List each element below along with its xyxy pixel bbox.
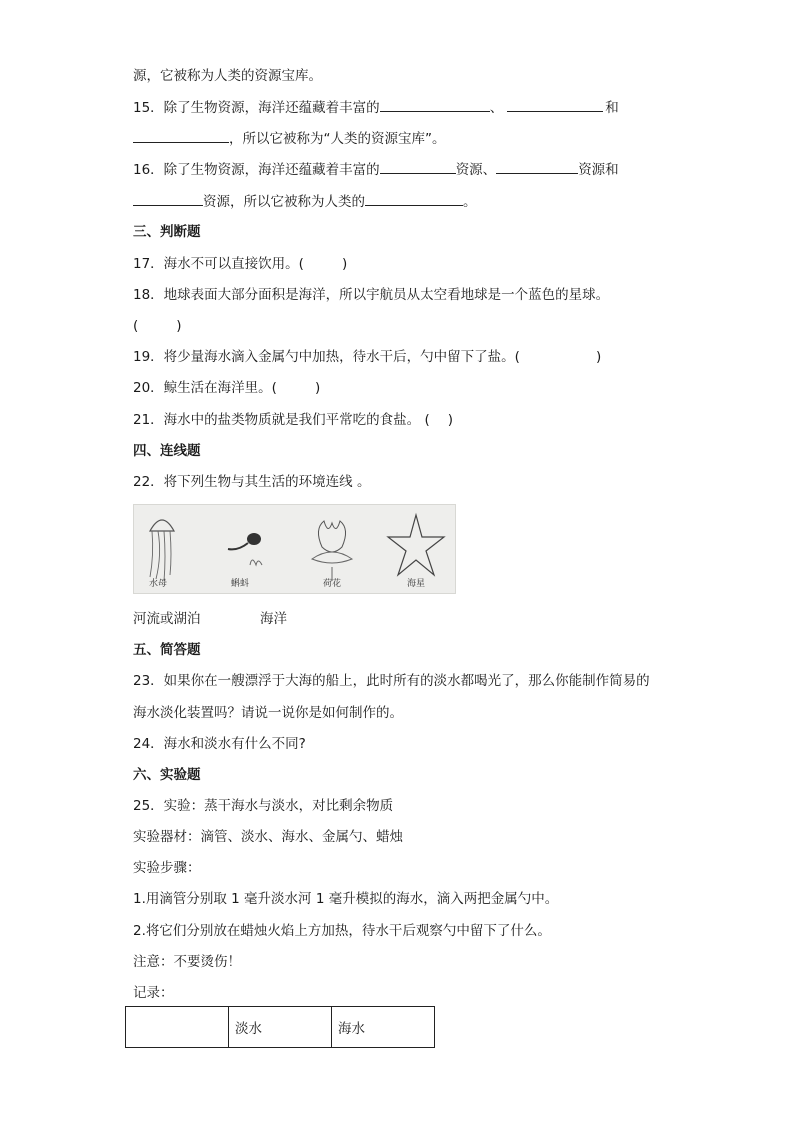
organisms-figure [133, 504, 456, 594]
question-text: 17．海水不可以直接饮用。( [133, 256, 304, 272]
blank-field[interactable] [133, 128, 229, 143]
paren-close: ) [314, 380, 321, 396]
question-18: 18．地球表面大部分面积是海洋，所以宇航员从太空看地球是一个蓝色的星球。 [133, 287, 610, 303]
starfish-item[interactable] [376, 505, 456, 595]
experiment-steps-label: 实验步骤： [133, 860, 201, 876]
figure-label: 荷花 [322, 579, 341, 589]
question-17 [133, 254, 347, 274]
paren-close: ) [595, 349, 602, 365]
paren-close: ) [176, 318, 182, 334]
experiment-step-1: 1.用滴管分别取 1 毫升淡水河 1 毫升模拟的海水，滴入两把金属勺中。 [133, 891, 559, 907]
question-25: 25．实验：蒸干海水与淡水，对比剩余物质 [133, 798, 394, 814]
record-label: 记录： [133, 985, 174, 1001]
question-18-answer [133, 316, 182, 336]
table-header-cell [126, 1007, 229, 1048]
question-text: 21．海水中的盐类物质就是我们平常吃的食盐。 ( [133, 412, 430, 428]
section-heading-3: 三、判断题 [133, 224, 201, 240]
question-text: 16．除了生物资源，海洋还蕴藏着丰富的 [133, 162, 380, 178]
question-text: 和 [605, 100, 619, 116]
question-text: 15．除了生物资源，海洋还蕴藏着丰富的 [133, 100, 380, 116]
question-text: 20．鲸生活在海洋里。( [133, 380, 277, 396]
question-text: 。 [463, 194, 477, 210]
section-heading-6: 六、实验题 [133, 767, 201, 783]
paren-close: ) [447, 412, 454, 428]
question-text: 资源和 [578, 162, 619, 178]
paren-open: ( [133, 318, 139, 334]
question-16-line2 [133, 191, 477, 212]
question-text: 、 [489, 100, 504, 116]
blank-field[interactable] [365, 191, 463, 206]
question-text: 19．将少量海水滴入金属勺中加热，待水干后，勺中留下了盐。( [133, 349, 520, 365]
question-22: 22．将下列生物与其生活的环境连线 。 [133, 474, 371, 490]
experiment-note: 注意：不要烫伤！ [133, 954, 241, 970]
table-header-cell: 淡水 [229, 1007, 332, 1048]
question-text: 资源，所以它被称为人类的 [203, 194, 365, 210]
text-line: 源，它被称为人类的资源宝库。 [133, 68, 322, 84]
table-row [126, 1007, 435, 1048]
lotus-item[interactable] [292, 505, 372, 595]
figure-label: 海星 [406, 579, 425, 589]
table-header-cell: 海水 [332, 1007, 435, 1048]
environment-option-ocean[interactable]: 海洋 [260, 611, 287, 627]
blank-field[interactable] [380, 159, 456, 174]
blank-field[interactable] [380, 97, 490, 112]
figure-label: 蝌蚪 [230, 579, 249, 589]
question-15-line2 [133, 128, 446, 149]
question-23-line1: 23．如果你在一艘漂浮于大海的船上，此时所有的淡水都喝光了，那么你能制作简易的 [133, 673, 650, 689]
record-table [125, 1006, 435, 1048]
question-24: 24．海水和淡水有什么不同? [133, 736, 306, 752]
blank-field[interactable] [496, 159, 578, 174]
section-heading-5: 五、简答题 [133, 642, 201, 658]
question-23-line2: 海水淡化装置吗？请说一说你是如何制作的。 [133, 705, 403, 721]
experiment-materials: 实验器材：滴管、淡水、海水、金属勺、蜡烛 [133, 829, 403, 845]
question-19 [133, 347, 601, 367]
experiment-step-2: 2.将它们分别放在蜡烛火焰上方加热，待水干后观察勺中留下了什么。 [133, 923, 551, 939]
question-15-line1 [133, 97, 619, 118]
section-heading-4: 四、连线题 [133, 443, 201, 459]
blank-field[interactable] [507, 97, 603, 112]
tadpole-item[interactable] [214, 505, 294, 595]
question-20 [133, 378, 320, 398]
blank-field[interactable] [133, 191, 203, 206]
question-text: ，所以它被称为“人类的资源宝库”。 [229, 131, 446, 147]
question-21 [133, 410, 453, 430]
figure-label: 水母 [148, 579, 167, 589]
question-16-line1 [133, 159, 619, 180]
paren-close: ) [341, 256, 348, 272]
environment-option-river-lake[interactable]: 河流或湖泊 [133, 611, 201, 627]
question-text: 资源、 [455, 162, 497, 178]
